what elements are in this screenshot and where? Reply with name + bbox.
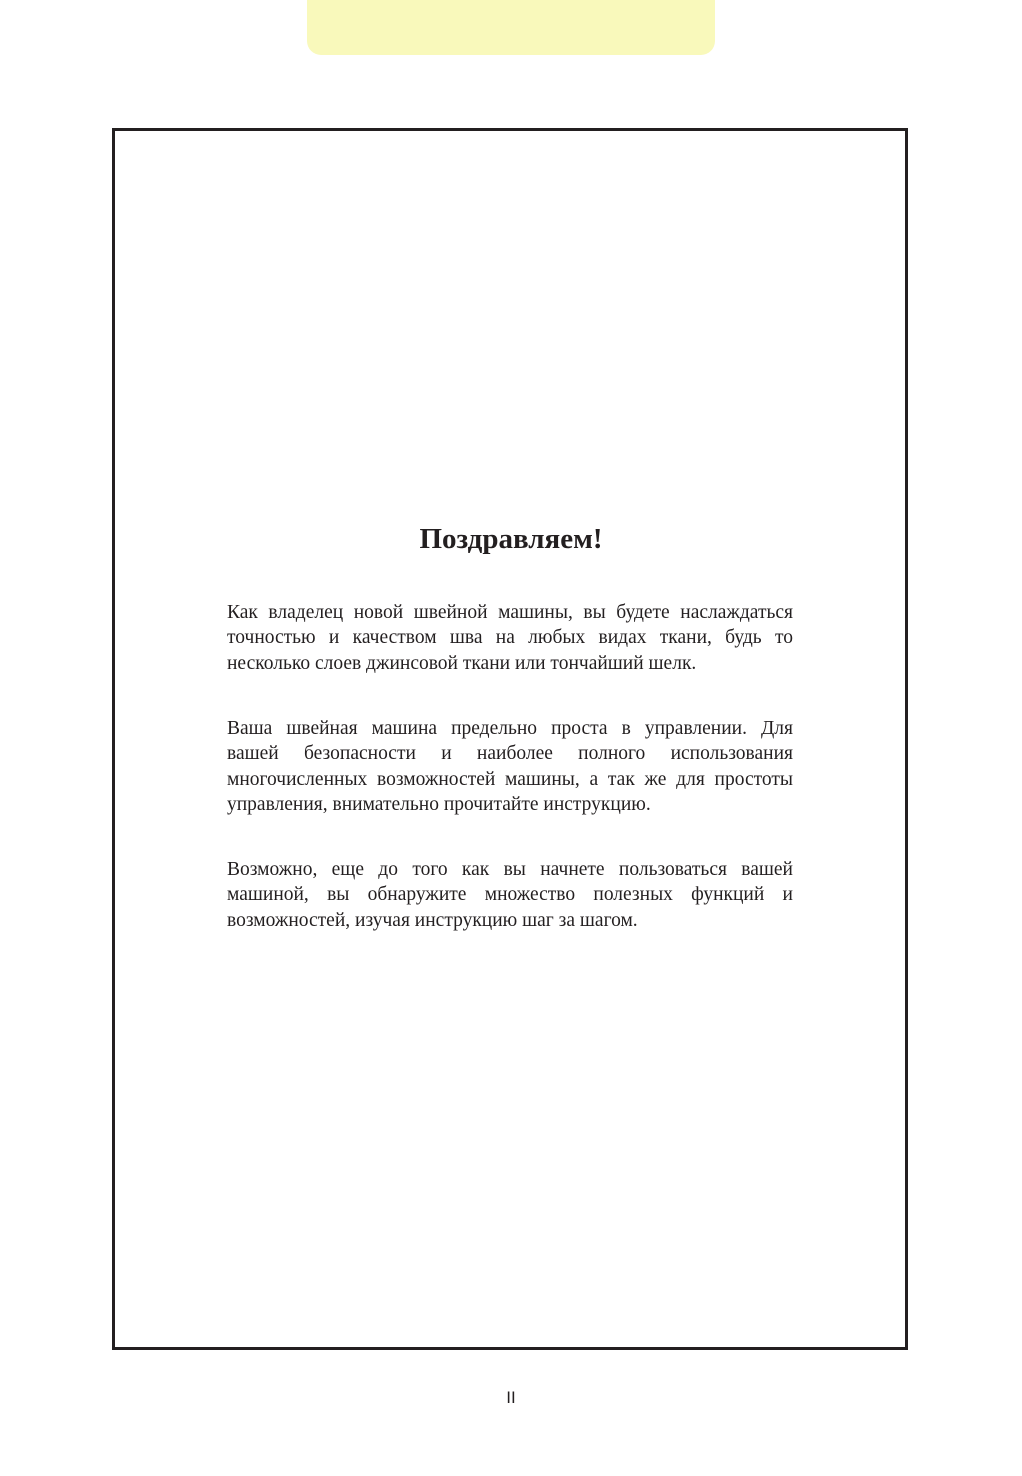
header-tab (307, 0, 715, 55)
text-line: Как владелец новой швейной машины, вы будете наслаждаться (227, 602, 793, 623)
text-line: Ваша швейная машина предельно проста в управлении. Для (227, 718, 793, 739)
page-number: II (506, 1388, 516, 1407)
text-line: несколько слоев джинсовой ткани или тончайший шелк. (227, 652, 697, 674)
paragraph-3 (227, 857, 793, 933)
paragraph-1 (227, 600, 793, 676)
paragraph-2 (227, 716, 793, 817)
text-line: машиной, вы обнаружите множество полезных функций и (227, 884, 793, 906)
text-line: Возможно, еще до того как вы начнете пользоваться вашей (227, 859, 793, 880)
text-line: вашей безопасности и наиболее полного использования (227, 743, 793, 765)
text-line: точностью и качеством шва на любых видах ткани, будь то (227, 627, 793, 649)
page-title: Поздравляем! (419, 523, 603, 555)
text-line: возможностей, изучая инструкцию шаг за шагом. (227, 909, 638, 931)
text-line: управления, внимательно прочитайте инструкцию. (227, 793, 651, 815)
text-line: многочисленных возможностей машины, а так же для простоты (227, 768, 793, 790)
